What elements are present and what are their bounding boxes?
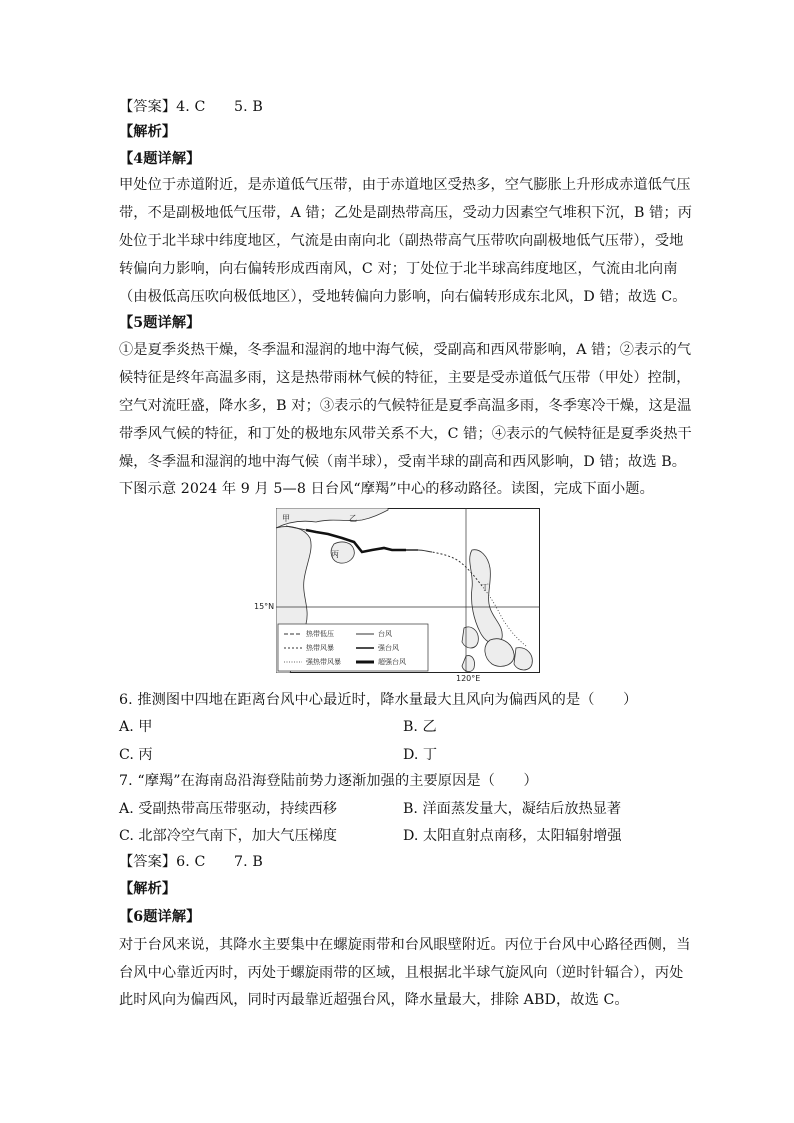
legend-label: 强台风 bbox=[378, 644, 399, 652]
q6-option-c: C. 丙 bbox=[119, 747, 153, 763]
legend-label: 强热带风暴 bbox=[306, 658, 341, 666]
q4-text-line: 带，不是副极地低气压带，A 错；乙处是副热带高压，受动力因素空气堆积下沉，B 错；丙 bbox=[119, 205, 693, 221]
map-label-ding: 丁 bbox=[481, 583, 489, 592]
q4-text-line: 甲处位于赤道附近，是赤道低气压带，由于赤道地区受热多，空气膨胀上升形成赤道低气压 bbox=[119, 177, 691, 193]
q5-text-line: 带季风气候的特征，和丁处的极地东风带关系不大，C 错；④表示的气候特征是夏季炎热干 bbox=[119, 426, 692, 442]
q5-detail-heading: 【5题详解】 bbox=[119, 315, 201, 331]
answer-line-q4-5: 【答案】4. C 5. B bbox=[119, 99, 263, 115]
map-label-bing: 丙 bbox=[331, 550, 339, 559]
q6-text-line: 台风中心靠近丙时，丙处于螺旋雨带的区域，且根据北半球气旋风向（逆时针辐合），丙处 bbox=[119, 965, 684, 981]
q4-text-line: （由极低高压吹向极低地区），受地转偏向力影响，向右偏转形成东北风，D 错；故选 C。 bbox=[119, 289, 687, 305]
q6-detail-heading: 【6题详解】 bbox=[119, 909, 201, 925]
q7-option-b: B. 洋面蒸发量大，凝结后放热显著 bbox=[403, 801, 622, 817]
q4-text-line: 处位于北半球中纬度地区，气流是由南向北（副热带高气压带吹向副极地低气压带），受地 bbox=[119, 233, 684, 249]
q4-text-line: 转偏向力影响，向右偏转形成西南风，C 对；丁处位于北半球高纬度地区，气流由北向南 bbox=[119, 261, 678, 277]
q6-text-line: 此时风向为偏西风，同时丙最靠近超强台风，降水量最大，排除 ABD，故选 C。 bbox=[119, 992, 629, 1008]
legend-label: 热带低压 bbox=[306, 630, 334, 638]
q6-stem: 6. 推测图中四地在距离台风中心最近时，降水量最大且风向为偏西风的是（ ） bbox=[119, 692, 638, 708]
q5-text-line: 候特征是终年高温多雨，这是热带雨林气候的特征，主要是受赤道低气压带（甲处）控制， bbox=[119, 370, 691, 386]
q6-option-d: D. 丁 bbox=[403, 747, 438, 763]
q7-option-d: D. 太阳直射点南移，太阳辐射增强 bbox=[403, 828, 622, 844]
answer-line-q6-7: 【答案】6. C 7. B bbox=[119, 854, 263, 870]
legend-label: 超强台风 bbox=[378, 658, 406, 666]
map-label-jia: 甲 bbox=[282, 514, 290, 523]
analysis-heading-2: 【解析】 bbox=[119, 881, 177, 897]
q6-text-line: 对于台风来说，其降水主要集中在螺旋雨带和台风眼壁附近。丙位于台风中心路径西侧，当 bbox=[119, 937, 691, 953]
q6-option-b: B. 乙 bbox=[403, 719, 437, 735]
q7-stem: 7. “摩羯”在海南岛沿海登陆前势力逐渐加强的主要原因是（ ） bbox=[119, 773, 538, 789]
q7-option-c: C. 北部冷空气南下，加大气压梯度 bbox=[119, 828, 337, 844]
q7-option-a: A. 受副热带高压带驱动，持续西移 bbox=[119, 801, 337, 817]
q5-text-line: ①是夏季炎热干燥，冬季温和湿润的地中海气候，受副高和西风带影响，A 错；②表示的气 bbox=[119, 342, 692, 358]
q5-text-line: 空气对流旺盛，降水多，B 对；③表示的气候特征是夏季高温多雨，冬季寒冷干燥，这是温 bbox=[119, 398, 692, 414]
q6-option-a: A. 甲 bbox=[119, 719, 153, 735]
typhoon-track-map bbox=[254, 508, 540, 683]
map-label-yi: 乙 bbox=[349, 514, 357, 523]
legend-label: 热带风暴 bbox=[306, 644, 334, 652]
q4-detail-heading: 【4题详解】 bbox=[119, 151, 201, 167]
typhoon-intro: 下图示意 2024 年 9 月 5—8 日台风“摩羯”中心的移动路径。读图，完成下面小题。 bbox=[119, 481, 654, 497]
map-label-lon: 120°E bbox=[456, 674, 481, 683]
q5-text-line: 燥，冬季温和湿润的地中海气候（南半球），受南半球的副高和西风影响，D 错；故选 B。 bbox=[119, 454, 687, 470]
map-label-lat: 15°N bbox=[254, 602, 275, 611]
analysis-heading: 【解析】 bbox=[119, 124, 177, 140]
legend-label: 台风 bbox=[378, 630, 392, 638]
